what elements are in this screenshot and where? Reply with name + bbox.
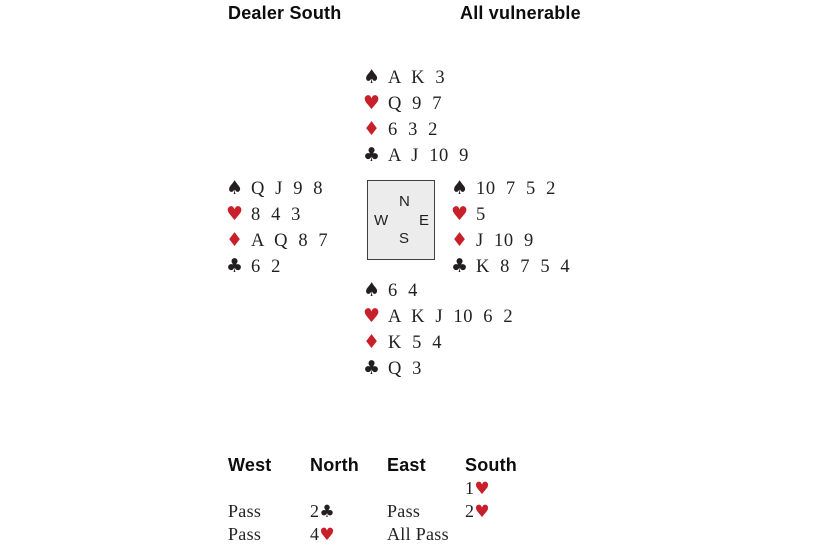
club-icon: ♣ xyxy=(363,144,381,166)
spade-icon: ♠ xyxy=(226,177,244,199)
west-diamond-cards: A Q 8 7 xyxy=(251,231,329,251)
heart-icon: ♥ xyxy=(226,203,244,225)
north-clubs-line xyxy=(363,142,469,168)
south-hearts-line xyxy=(363,303,513,329)
heart-icon: ♥ xyxy=(474,502,490,522)
bid-level: 2 xyxy=(310,501,320,521)
club-icon: ♣ xyxy=(451,255,469,277)
bid-level: 2 xyxy=(465,501,475,521)
heart-icon: ♥ xyxy=(474,479,490,499)
bid-south-round2 xyxy=(465,500,575,523)
club-icon: ♣ xyxy=(319,502,335,522)
south-diamond-cards: K 5 4 xyxy=(388,333,443,353)
bid-north-round2 xyxy=(310,500,387,523)
spade-icon: ♠ xyxy=(451,177,469,199)
bid-east-round3: All Pass xyxy=(387,524,449,544)
dealer-label: Dealer South xyxy=(228,3,342,23)
south-spade-cards: 6 4 xyxy=(388,281,418,301)
heart-icon: ♥ xyxy=(451,203,469,225)
spade-icon: ♠ xyxy=(363,66,381,88)
diamond-icon: ♦ xyxy=(451,229,469,251)
south-diamonds-line xyxy=(363,329,513,355)
west-club-cards: 6 2 xyxy=(251,257,281,277)
diamond-icon: ♦ xyxy=(363,331,381,353)
bid-north-round3 xyxy=(310,523,387,546)
auction-header-north: North xyxy=(310,455,359,475)
west-heart-cards: 8 4 3 xyxy=(251,205,301,225)
bid-east-round2: Pass xyxy=(387,501,421,521)
west-spade-cards: Q J 9 8 xyxy=(251,179,324,199)
auction-table xyxy=(228,454,575,546)
east-clubs-line xyxy=(451,253,570,279)
east-diamonds-line xyxy=(451,227,570,253)
heart-icon: ♥ xyxy=(319,525,335,545)
east-spades-line xyxy=(451,175,570,201)
north-club-cards: A J 10 9 xyxy=(388,146,469,166)
heart-icon: ♥ xyxy=(363,305,381,327)
bid-south-round1 xyxy=(465,477,575,500)
auction-header-west: West xyxy=(228,455,272,475)
compass-box xyxy=(367,180,435,260)
vulnerability-label: All vulnerable xyxy=(460,3,581,23)
bid-west-round3: Pass xyxy=(228,524,262,544)
bid-north-round1 xyxy=(310,477,387,500)
hand-west xyxy=(226,175,328,279)
north-spade-cards: A K 3 xyxy=(388,68,446,88)
west-hearts-line xyxy=(226,201,328,227)
hand-east xyxy=(451,175,570,279)
diamond-icon: ♦ xyxy=(363,118,381,140)
bid-south-round3 xyxy=(465,523,575,546)
compass-north-label: N xyxy=(399,193,410,210)
diamond-icon: ♦ xyxy=(226,229,244,251)
east-hearts-line xyxy=(451,201,570,227)
hand-north xyxy=(363,64,469,168)
hand-south xyxy=(363,277,513,381)
compass-east-label: E xyxy=(418,212,429,229)
bid-level: 1 xyxy=(465,478,475,498)
north-diamond-cards: 6 3 2 xyxy=(388,120,438,140)
bid-west-round2: Pass xyxy=(228,501,262,521)
south-club-cards: Q 3 xyxy=(388,359,423,379)
west-clubs-line xyxy=(226,253,328,279)
north-hearts-line xyxy=(363,90,469,116)
west-diamonds-line xyxy=(226,227,328,253)
east-diamond-cards: J 10 9 xyxy=(476,231,534,251)
auction-header-south: South xyxy=(465,455,517,475)
south-clubs-line xyxy=(363,355,513,381)
bid-east-round1 xyxy=(387,477,465,500)
club-icon: ♣ xyxy=(363,357,381,379)
club-icon: ♣ xyxy=(226,255,244,277)
auction-header-east: East xyxy=(387,455,426,475)
east-heart-cards: 5 xyxy=(476,205,486,225)
north-spades-line xyxy=(363,64,469,90)
bid-west-round1 xyxy=(228,477,310,500)
compass-west-label: W xyxy=(374,212,389,229)
east-club-cards: K 8 7 5 4 xyxy=(476,257,571,277)
spade-icon: ♠ xyxy=(363,279,381,301)
east-spade-cards: 10 7 5 2 xyxy=(476,179,556,199)
north-heart-cards: Q 9 7 xyxy=(388,94,443,114)
north-diamonds-line xyxy=(363,116,469,142)
west-spades-line xyxy=(226,175,328,201)
bid-level: 4 xyxy=(310,524,320,544)
heart-icon: ♥ xyxy=(363,92,381,114)
compass-south-label: S xyxy=(399,230,410,247)
south-heart-cards: A K J 10 6 2 xyxy=(388,307,514,327)
south-spades-line xyxy=(363,277,513,303)
